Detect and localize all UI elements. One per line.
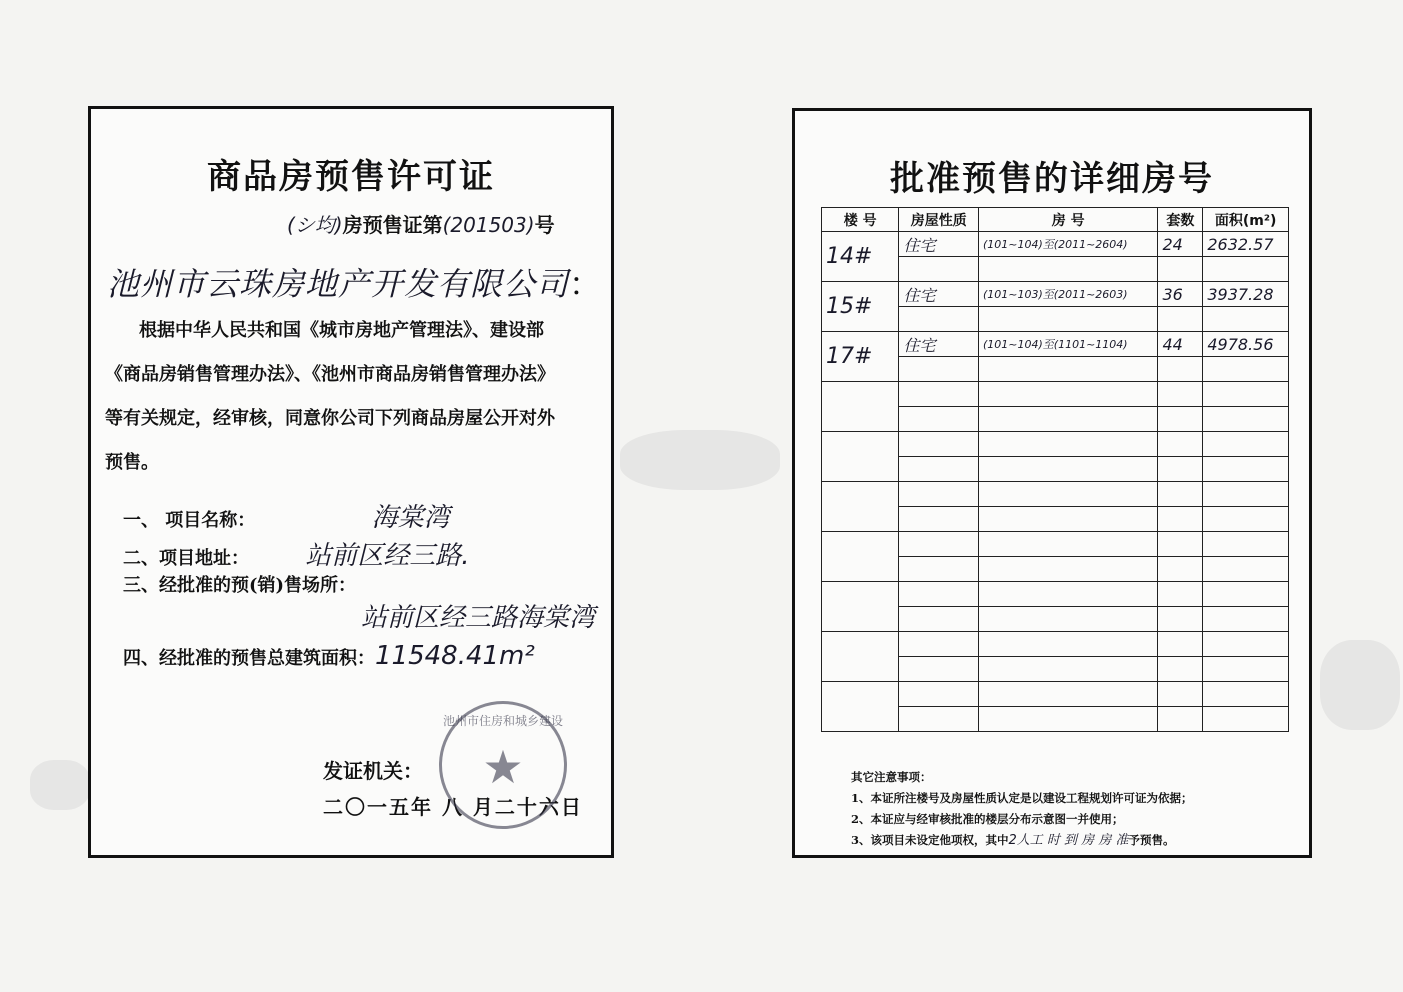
table-row (822, 532, 1289, 557)
table-row (822, 582, 1289, 607)
header-count: 套数 (1158, 208, 1203, 232)
issue-date: 二〇一五年 八 月二十六日 (323, 795, 583, 819)
item-total-area-value: 11548.41m² (375, 641, 535, 671)
note-1: 1、本证所注楼号及房屋性质认定是以建设工程规划许可证为依据； (851, 791, 1193, 805)
item-total-area-label: 四、经批准的预售总建筑面积： (123, 648, 375, 669)
notes-title: 其它注意事项： (851, 770, 932, 784)
cell-area: 2632.57 (1203, 232, 1289, 257)
table-row (822, 232, 1289, 257)
company-suffix: ： (569, 265, 603, 303)
item-sales-venue-label: 三、经批准的预(销)售场所： (123, 575, 357, 596)
body-line-4: 预售。 (105, 452, 159, 473)
table-header-row (822, 208, 1289, 232)
table-row (822, 282, 1289, 307)
item-project-address (123, 535, 470, 572)
star-icon: ★ (482, 740, 524, 794)
header-type: 房屋性质 (899, 208, 979, 232)
cert-prefix: (シ均) (287, 213, 343, 237)
table-row (822, 682, 1289, 707)
item-sales-venue (123, 571, 356, 597)
cell-area: 3937.28 (1203, 282, 1289, 307)
room-detail-panel (792, 108, 1312, 858)
note-3 (851, 830, 1291, 851)
cell-building: 14# (822, 232, 899, 282)
room-detail-title: 批准预售的详细房号 (890, 159, 1214, 199)
body-line-1: 根据中华人民共和国《城市房地产管理法》、建设部 (139, 320, 544, 341)
body-line-3: 等有关规定，经审核，同意你公司下列商品房屋公开对外 (105, 408, 555, 429)
cert-mid-text: 房预售证第 (342, 213, 443, 237)
company-name: 池州市云珠房地产开发有限公司 (107, 265, 570, 303)
item-project-name-label: 一、 项目名称： (123, 510, 256, 531)
item-project-address-value: 站前区经三路. (305, 541, 470, 571)
body-line-2: 《商品房销售管理办法》、《池州市商品房销售管理办法》 (105, 364, 555, 385)
scan-smudge (30, 760, 90, 810)
item-sales-venue-value: 站前区经三路海棠湾 (361, 603, 596, 633)
item-project-name (123, 497, 450, 534)
cert-number: (201503) (442, 213, 535, 237)
scan-smudge (620, 430, 780, 490)
presale-license-panel (88, 106, 614, 858)
cell-count: 44 (1158, 332, 1203, 357)
item-project-address-label: 二、项目地址： (123, 548, 249, 569)
license-title: 商品房预售许可证 (207, 157, 495, 197)
table-row (822, 482, 1289, 507)
cell-rooms: (101~104)至(1101~1104) (979, 332, 1158, 357)
cell-type: 住宅 (899, 282, 979, 307)
table-row (822, 332, 1289, 357)
cell-building: 17# (822, 332, 899, 382)
cell-building: 15# (822, 282, 899, 332)
issuer-label: 发证机关： (323, 759, 423, 783)
note-3-prefix: 3、该项目未设定他项权，其中 (851, 833, 1009, 847)
cell-rooms: (101~103)至(2011~2603) (979, 282, 1158, 307)
note-2: 2、本证应与经审核批准的楼层分布示意图一并使用； (851, 812, 1124, 826)
cell-type: 住宅 (899, 332, 979, 357)
room-detail-table (821, 207, 1289, 732)
table-row (822, 632, 1289, 657)
certificate-number-line (287, 209, 555, 238)
cell-area: 4978.56 (1203, 332, 1289, 357)
company-line (107, 259, 602, 305)
header-area: 面积(m²) (1203, 208, 1289, 232)
official-seal (439, 701, 567, 829)
cert-suffix: 号 (534, 213, 555, 237)
scan-smudge (1320, 640, 1400, 730)
body-paragraph (105, 309, 605, 485)
notes-section (851, 767, 1291, 851)
item-project-name-value: 海棠湾 (371, 503, 450, 533)
cell-count: 36 (1158, 282, 1203, 307)
item-sales-venue-value-line (361, 597, 595, 634)
header-rooms: 房 号 (979, 208, 1158, 232)
seal-text: 池州市住房和城乡建设 (442, 714, 563, 728)
cell-count: 24 (1158, 232, 1203, 257)
table-row (822, 432, 1289, 457)
table-row (822, 382, 1289, 407)
cell-rooms: (101~104)至(2011~2604) (979, 232, 1158, 257)
header-building: 楼 号 (822, 208, 899, 232)
note-3-suffix: 予预售。 (1128, 833, 1175, 847)
cell-type: 住宅 (899, 232, 979, 257)
note-3-handwritten: 2人工 时 到 房 房 准 (1008, 833, 1129, 848)
item-total-area (123, 641, 535, 671)
